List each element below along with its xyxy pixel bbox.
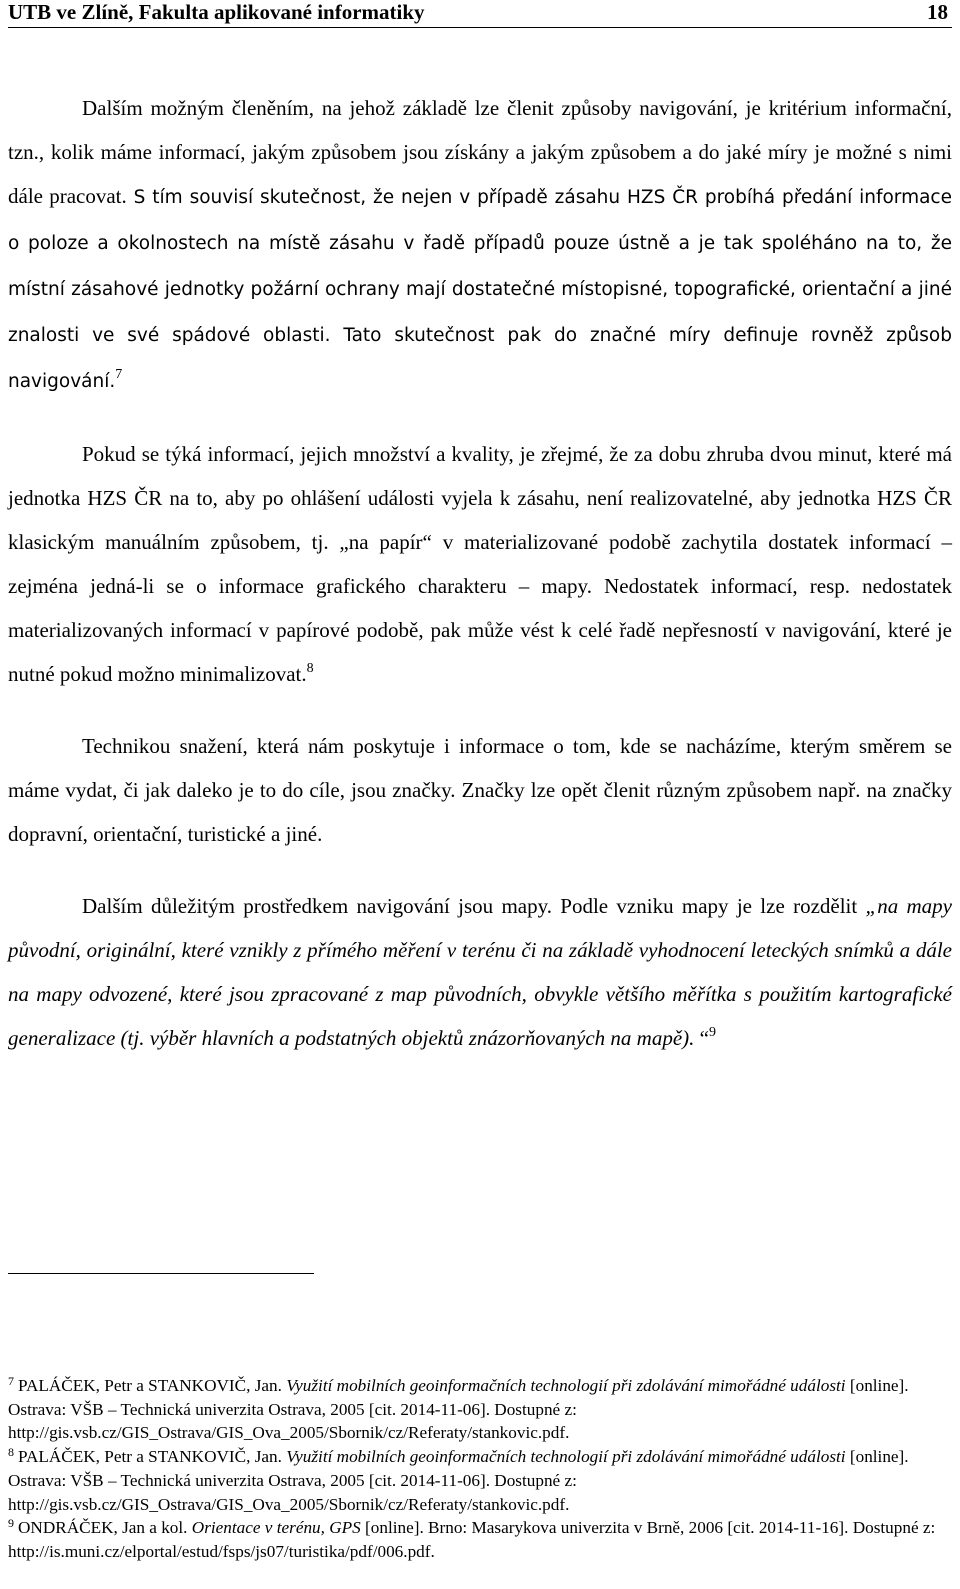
footnote-details: [online]. Ostrava: VŠB – Technická univerzita Ostrava, 2005 [cit. 2014-11-06]. Dostupné z: http://gis.vsb.cz/GIS_Ostrava/GIS_Ova_2005/Sbornik/cz/Referaty/stankovic.pdf. bbox=[8, 1447, 909, 1514]
paragraph-1-text-a: Dalším možným členěním, na jehož základě lze členit způsoby navigování, je kritérium informační, tzn., kolik máme informací, jakým způsobem jsou získány a jakým způsobem a do jaké míry je možné s nimi dále pracovat. bbox=[8, 96, 952, 208]
paragraph-4-close-quote: “ bbox=[694, 1026, 709, 1050]
paragraph-2-text: Pokud se týká informací, jejich množství a kvality, je zřejmé, že za dobu zhruba dvou minut, které má jednotka HZS ČR na to, aby po ohlášení události vyjela k zásahu, není realizovatelné, aby jednotka HZS ČR klasickým manuálním způsobem, tj. „na papír“ v materializované podobě zachytila dostatek informací – zejména jedná-li se o informace grafického charakteru – mapy. Nedostatek informací, resp. nedostatek materializovaných informací v papírové podobě, pak může vést k celé řadě nepřesností v navigování, které je nutné pokud možno minimalizovat. bbox=[8, 442, 952, 686]
paragraph-1 bbox=[8, 86, 952, 404]
footnote-number: 9 bbox=[8, 1516, 14, 1531]
footnote-ref-9[interactable]: 9 bbox=[709, 1025, 716, 1040]
footnote-7 bbox=[8, 1374, 952, 1445]
footnote-details: [online]. Ostrava: VŠB – Technická univerzita Ostrava, 2005 [cit. 2014-11-06]. Dostupné z: http://gis.vsb.cz/GIS_Ostrava/GIS_Ova_2005/Sbornik/cz/Referaty/stankovic.pdf. bbox=[8, 1376, 909, 1443]
footnote-title: Orientace v terénu, GPS bbox=[191, 1518, 361, 1538]
footnote-authors: PALÁČEK, Petr a STANKOVIČ, Jan. bbox=[18, 1376, 287, 1395]
footnote-ref-7[interactable]: 7 bbox=[115, 367, 123, 382]
footnote-separator bbox=[8, 1273, 314, 1274]
footnote-9 bbox=[8, 1516, 952, 1563]
page-number: 18 bbox=[927, 0, 948, 24]
footnote-ref-8[interactable]: 8 bbox=[306, 661, 314, 676]
running-header bbox=[8, 0, 952, 26]
footnote-title: Využití mobilních geoinformačních technologií při zdolávání mimořádné události bbox=[286, 1447, 846, 1467]
paragraph-4-text: Dalším důležitým prostředkem navigování jsou mapy. Podle vzniku mapy je lze rozdělit bbox=[82, 894, 866, 918]
paragraph-2 bbox=[8, 432, 952, 696]
footnote-number: 7 bbox=[8, 1374, 14, 1388]
footnotes bbox=[8, 1374, 952, 1564]
footnote-details: [online]. Brno: Masarykova univerzita v Brně, 2006 [cit. 2014-11-16]. Dostupné z: http://is.muni.cz/elportal/estud/fsps/js07/turistika/pdf/006.pdf. bbox=[8, 1518, 936, 1561]
footnote-8 bbox=[8, 1445, 952, 1516]
header-rule bbox=[8, 27, 952, 28]
paragraph-3-text: Technikou snažení, která nám poskytuje i informace o tom, kde se nacházíme, kterým směrem se máme vydat, či jak daleko je to do cíle, jsou značky. Značky lze opět členit různým způsobem např. na značky dopravní, orientační, turistické a jiné. bbox=[8, 734, 952, 846]
paragraph-4-quote: „na mapy původní, originální, které vznikly z přímého měření v terénu či na základě vyhodnocení leteckých snímků a dále na mapy odvozené, které jsou zpracované z map původních, obvykle většího měřítka s použitím kartografické generalizace (tj. výběr hlavních a podstatných objektů znázorňovaných na mapě). bbox=[8, 894, 952, 1050]
footnote-number: 8 bbox=[8, 1445, 14, 1460]
footnote-title: Využití mobilních geoinformačních technologií při zdolávání mimořádné události bbox=[286, 1376, 846, 1395]
paragraph-3 bbox=[8, 724, 952, 856]
footnote-authors: PALÁČEK, Petr a STANKOVIČ, Jan. bbox=[18, 1447, 287, 1467]
paragraph-4 bbox=[8, 884, 952, 1060]
header-title: UTB ve Zlíně, Fakulta aplikované informatiky bbox=[8, 0, 425, 24]
paragraph-1-text-b: S tím souvisí skutečnost, že nejen v případě zásahu HZS ČR probíhá předání informace o poloze a okolnostech na místě zásahu v řadě případů pouze ústně a je tak spoléháno na to, že místní zásahové jednotky požární ochrany mají dostatečné místopisné, topografické, orientační a jiné znalosti ve své spádové oblasti. Tato skutečnost pak do značné míry definuje rovněž způsob navigování. bbox=[8, 187, 952, 392]
body-text bbox=[8, 86, 952, 1088]
footnote-authors: ONDRÁČEK, Jan a kol. bbox=[18, 1518, 192, 1538]
